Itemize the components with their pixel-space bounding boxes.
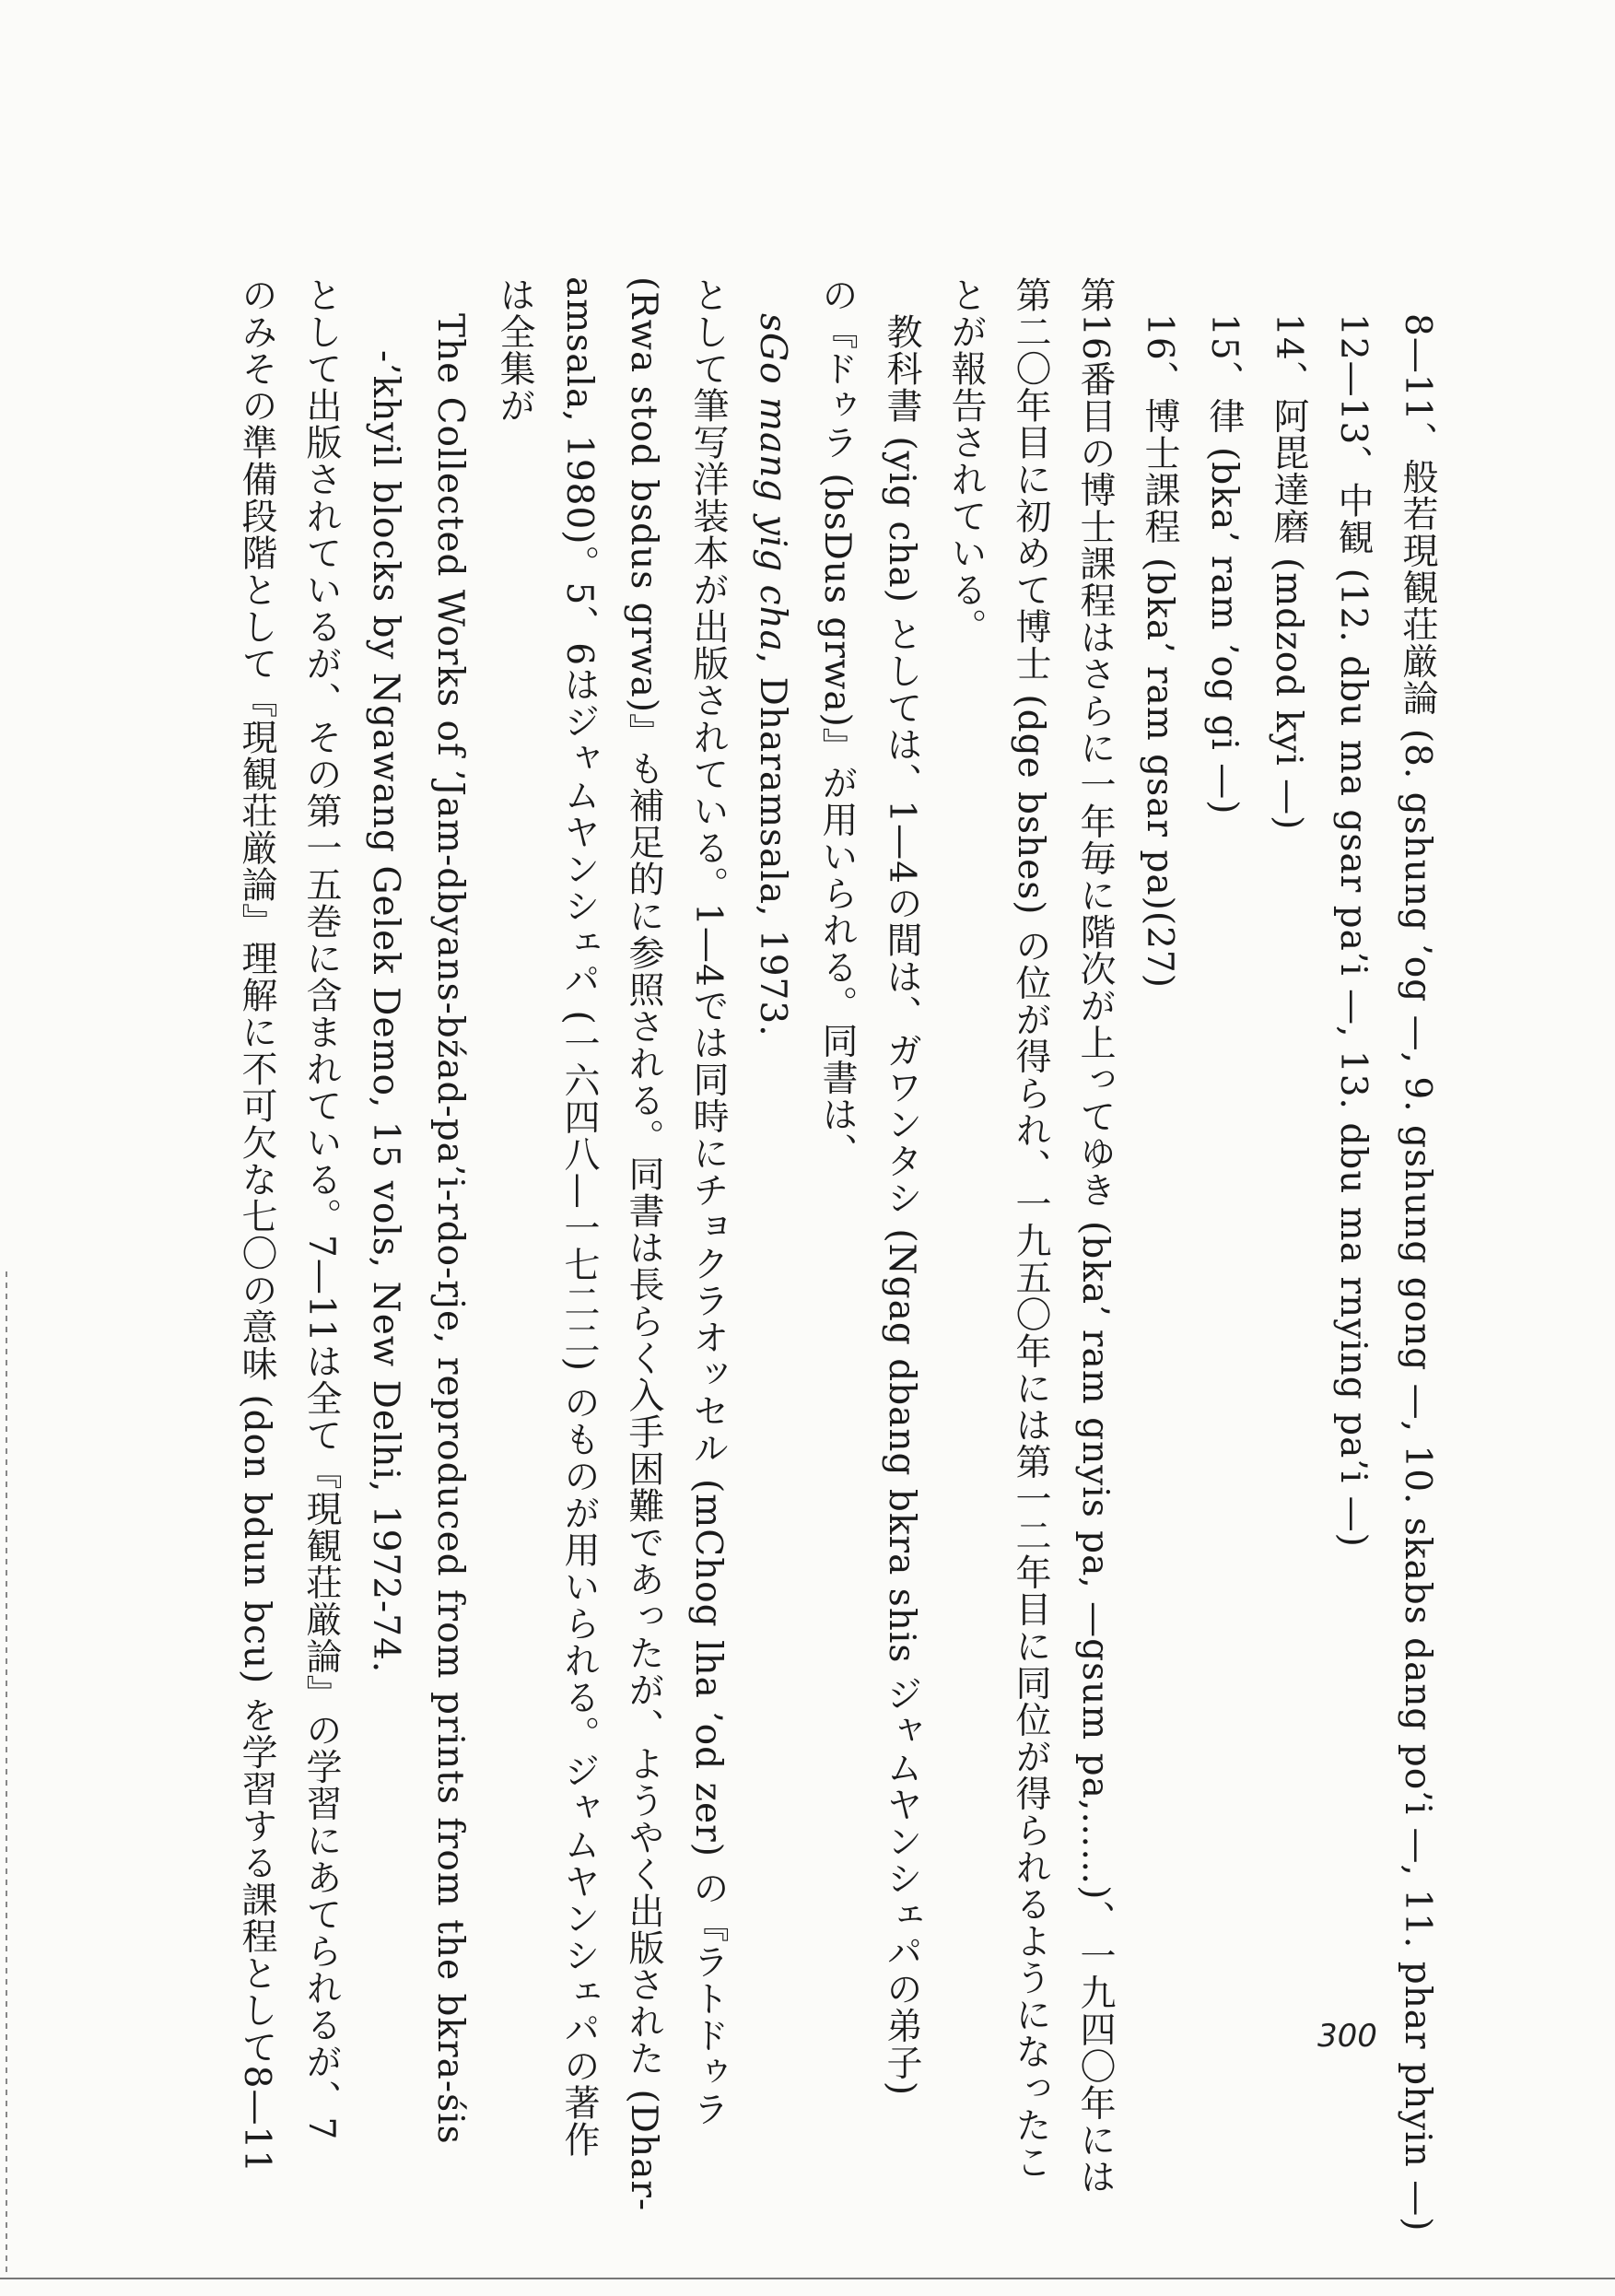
text-line: -’khyil blocks by Ngawang Gelek Demo, 15 vols, New Delhi, 1972-74. [365,350,406,1674]
margin-rule [6,1271,7,2276]
text-line: The Collected Works of ’Jam-dbyans-bźad-pa’i-rdo-rje, reproduced from prints from the bkra-śis [429,313,471,2145]
text-line: として出版されているが、その第一五巻に含まれている。7—11は全て『現観荘厳論』の学習にあてられるが、7 [300,276,342,2141]
text-line: のみその準備段階として『現観荘厳論』理解に不可欠な七〇の意味 (don bdun bcu) を学習する課程として8—11 [236,276,277,2174]
text-line: amsala, 1980)。5、6はジャムヤンシェパ (一六四八—一七二二) のものが用いられる。ジャムヤンシェパの著作 [558,276,600,2159]
text-line: (Rwa stod bsdus grwa)』も補足的に参照される。同書は長らく入手困難であったが、ようやく出版された (Dhar- [623,276,664,2212]
bottom-rule [0,2278,1615,2279]
text-line: 教科書 (yig cha) としては、1—4の間は、ガワンタシ (Ngag dbang bkra shis ジャムヤンシェパの弟子) [881,313,922,2097]
text-line: 16、博士課程 (bka’ ram gsar pa)(27) [1139,313,1180,989]
text-line: は全集が [494,276,535,424]
text-line: 8—11、般若現観荘厳論 (8. gshung ’og —, 9. gshung gong —, 10. skabs dang po’i —, 11. phar phyin —) [1397,313,1438,2232]
page-number: 300 [1317,2018,1377,2055]
text-line: 第二〇年目に初めて博士 (dge bshes) の位が得られ、一九五〇年には第一二年目に同位が得られるようになったこ [1010,276,1051,2181]
text-line: 15、律 (bka’ ram ’og gi —) [1203,313,1245,815]
text-line: 12—13、中観 (12. dbu ma gsar pa’i —, 13. dbu ma rnying pa’i —) [1332,313,1374,1548]
text-line: とが報告されている。 [945,276,987,645]
text-line: sGo mang yig cha, Dharamsala, 1973. [752,313,793,1037]
text-line: として筆写洋装本が出版されている。1—4では同時にチョクラオッセル (mChog lha ’od zer) の『ラトドゥラ [687,276,729,2128]
text-line: の『ドゥラ (bsDus grwa)』が用いられる。同書は、 [816,276,858,1170]
text-line: 14、阿毘達磨 (mdzod kyi —) [1268,313,1309,831]
text-line: 第16番目の博士課程はさらに一年毎に階次が上ってゆき (bka’ ram gnyis pa, —gsum pa,……)、一九四〇年には [1074,276,1116,2196]
